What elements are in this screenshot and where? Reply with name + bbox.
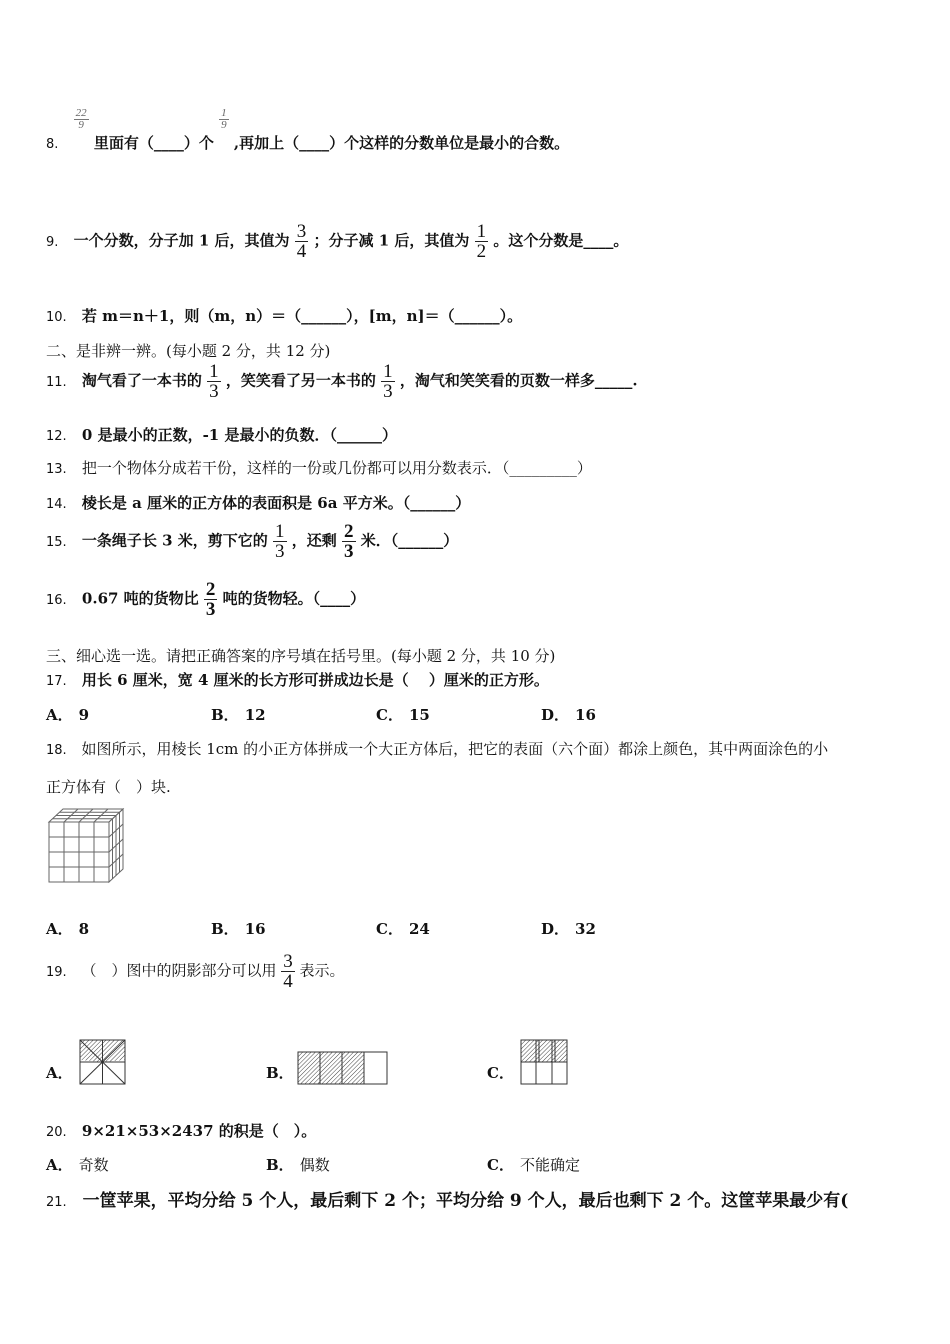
question-text: 9×21×53×2437 的积是（ ）。 [81,1122,317,1140]
option-a[interactable]: A． 9 [46,706,90,724]
question-21 [46,1186,848,1211]
question-number: 21. [46,1195,67,1210]
question-14 [46,492,470,513]
question-text: 把一个物体分成若干份，这样的一份或几份都可以用分数表示．（_________） [81,459,592,477]
question-text: 正方体有（ ）块. [46,778,171,796]
question-text: ；分子减 1 后，其值为 [313,231,470,250]
question-text: 棱长是 a 厘米的正方体的表面积是 6a 平方米。（______） [81,494,471,512]
fraction: $\frac{2}{3}$ [205,579,216,620]
question-18-continued [46,776,171,797]
fraction: $\frac{1}{3}$ [383,361,393,402]
question-number: 19. [46,964,67,980]
shaded-bar-figure [296,1050,390,1086]
question-number: 12. [46,429,67,444]
shaded-square-figure [78,1038,128,1086]
fraction: $\frac{3}{4}$ [283,951,293,992]
question-10 [46,305,522,326]
question-16 [46,580,365,619]
question-number: 11. [46,374,67,390]
question-number: 8. [46,137,59,152]
fraction: $\frac{2}{3}$ [344,521,354,562]
question-number: 13. [46,462,67,477]
question-text: 里面有（____）个 [93,134,214,152]
option-c[interactable]: C． [487,1064,514,1082]
question-18 [46,738,828,759]
fraction: $\frac{1}{3}$ [275,521,285,562]
question-19 [46,952,345,991]
question-text: （ ）图中的阴影部分可以用 [81,961,277,980]
question-text: 表示。 [299,961,345,980]
question-text: 一条绳子长 3 米，剪下它的 [81,531,268,550]
question-11 [46,362,638,401]
question-20 [46,1120,316,1141]
question-text: 若 m＝n＋1，则（m，n）＝（______），[m，n]＝（______）。 [81,307,523,325]
question-17 [46,669,549,690]
fraction: $\frac{1}{3}$ [209,361,219,402]
question-text: ，淘气和笑笑看的页数一样多_____. [399,371,638,390]
question-text: ,再加上（____）个这样的分数单位是最小的合数。 [233,134,570,152]
question-text: 0 是最小的正数，-1 是最小的负数．（______） [81,426,397,444]
option-a[interactable]: A． [46,1064,73,1082]
question-number: 14. [46,497,67,512]
fraction: $\frac{1}{9}$ [221,107,227,131]
cube-figure [46,806,128,884]
fraction: $\frac{3}{4}$ [296,221,307,262]
option-c[interactable]: C． 不能确定 [487,1156,580,1174]
question-text: 用长 6 厘米，宽 4 厘米的长方形可拼成边长是（ ）厘米的正方形。 [81,671,549,689]
option-a[interactable]: A． 奇数 [46,1156,109,1174]
option-d[interactable]: D． 32 [541,920,596,938]
question-text: 米．（______） [360,531,459,550]
option-b[interactable]: B． [266,1064,294,1082]
question-number: 9. [46,234,59,250]
question-15 [46,522,458,561]
question-text: 如图所示，用棱长 1cm 的小正方体拼成一个大正方体后，把它的表面（六个面）都涂上颜色，其中两面涂色的小 [81,740,829,758]
section-heading: 三、细心选一选。请把正确答案的序号填在括号里。(每小题 2 分，共 10 分) [46,647,556,665]
question-12 [46,424,397,445]
question-text: 淘气看了一本书的 [81,371,202,390]
question-number: 16. [46,592,67,608]
question-text: 吨的货物轻。（____） [222,589,366,608]
option-a[interactable]: A． 8 [46,920,90,938]
question-number: 10. [46,310,67,325]
fraction: $\frac{22}{9}$ [75,107,87,131]
question-number: 17. [46,674,67,689]
option-c[interactable]: C． 15 [376,706,430,724]
question-number: 20. [46,1125,67,1140]
question-text: ，笑笑看了另一本书的 [225,371,376,390]
question-8 [46,108,569,153]
question-13 [46,457,592,478]
option-d[interactable]: D． 16 [541,706,596,724]
shaded-grid-figure [519,1038,571,1086]
section-heading: 二、是非辨一辨。(每小题 2 分，共 12 分) [46,342,331,360]
fraction: $\frac{1}{2}$ [476,221,487,262]
question-text: 0.67 吨的货物比 [81,589,199,608]
option-b[interactable]: B． 16 [211,920,266,938]
question-text: 一筐苹果，平均分给 5 个人，最后剩下 2 个；平均分给 9 个人，最后也剩下 2 个。这筐苹果最少有( [82,1191,849,1211]
question-text: ，还剩 [291,531,337,550]
question-9 [46,222,628,261]
question-text: 。这个分数是____。 [493,231,629,250]
option-c[interactable]: C． 24 [376,920,430,938]
question-text: 一个分数，分子加 1 后，其值为 [73,231,290,250]
question-number: 15. [46,534,67,550]
option-b[interactable]: B． 12 [211,706,266,724]
option-b[interactable]: B． 偶数 [266,1156,330,1174]
question-number: 18. [46,743,67,758]
